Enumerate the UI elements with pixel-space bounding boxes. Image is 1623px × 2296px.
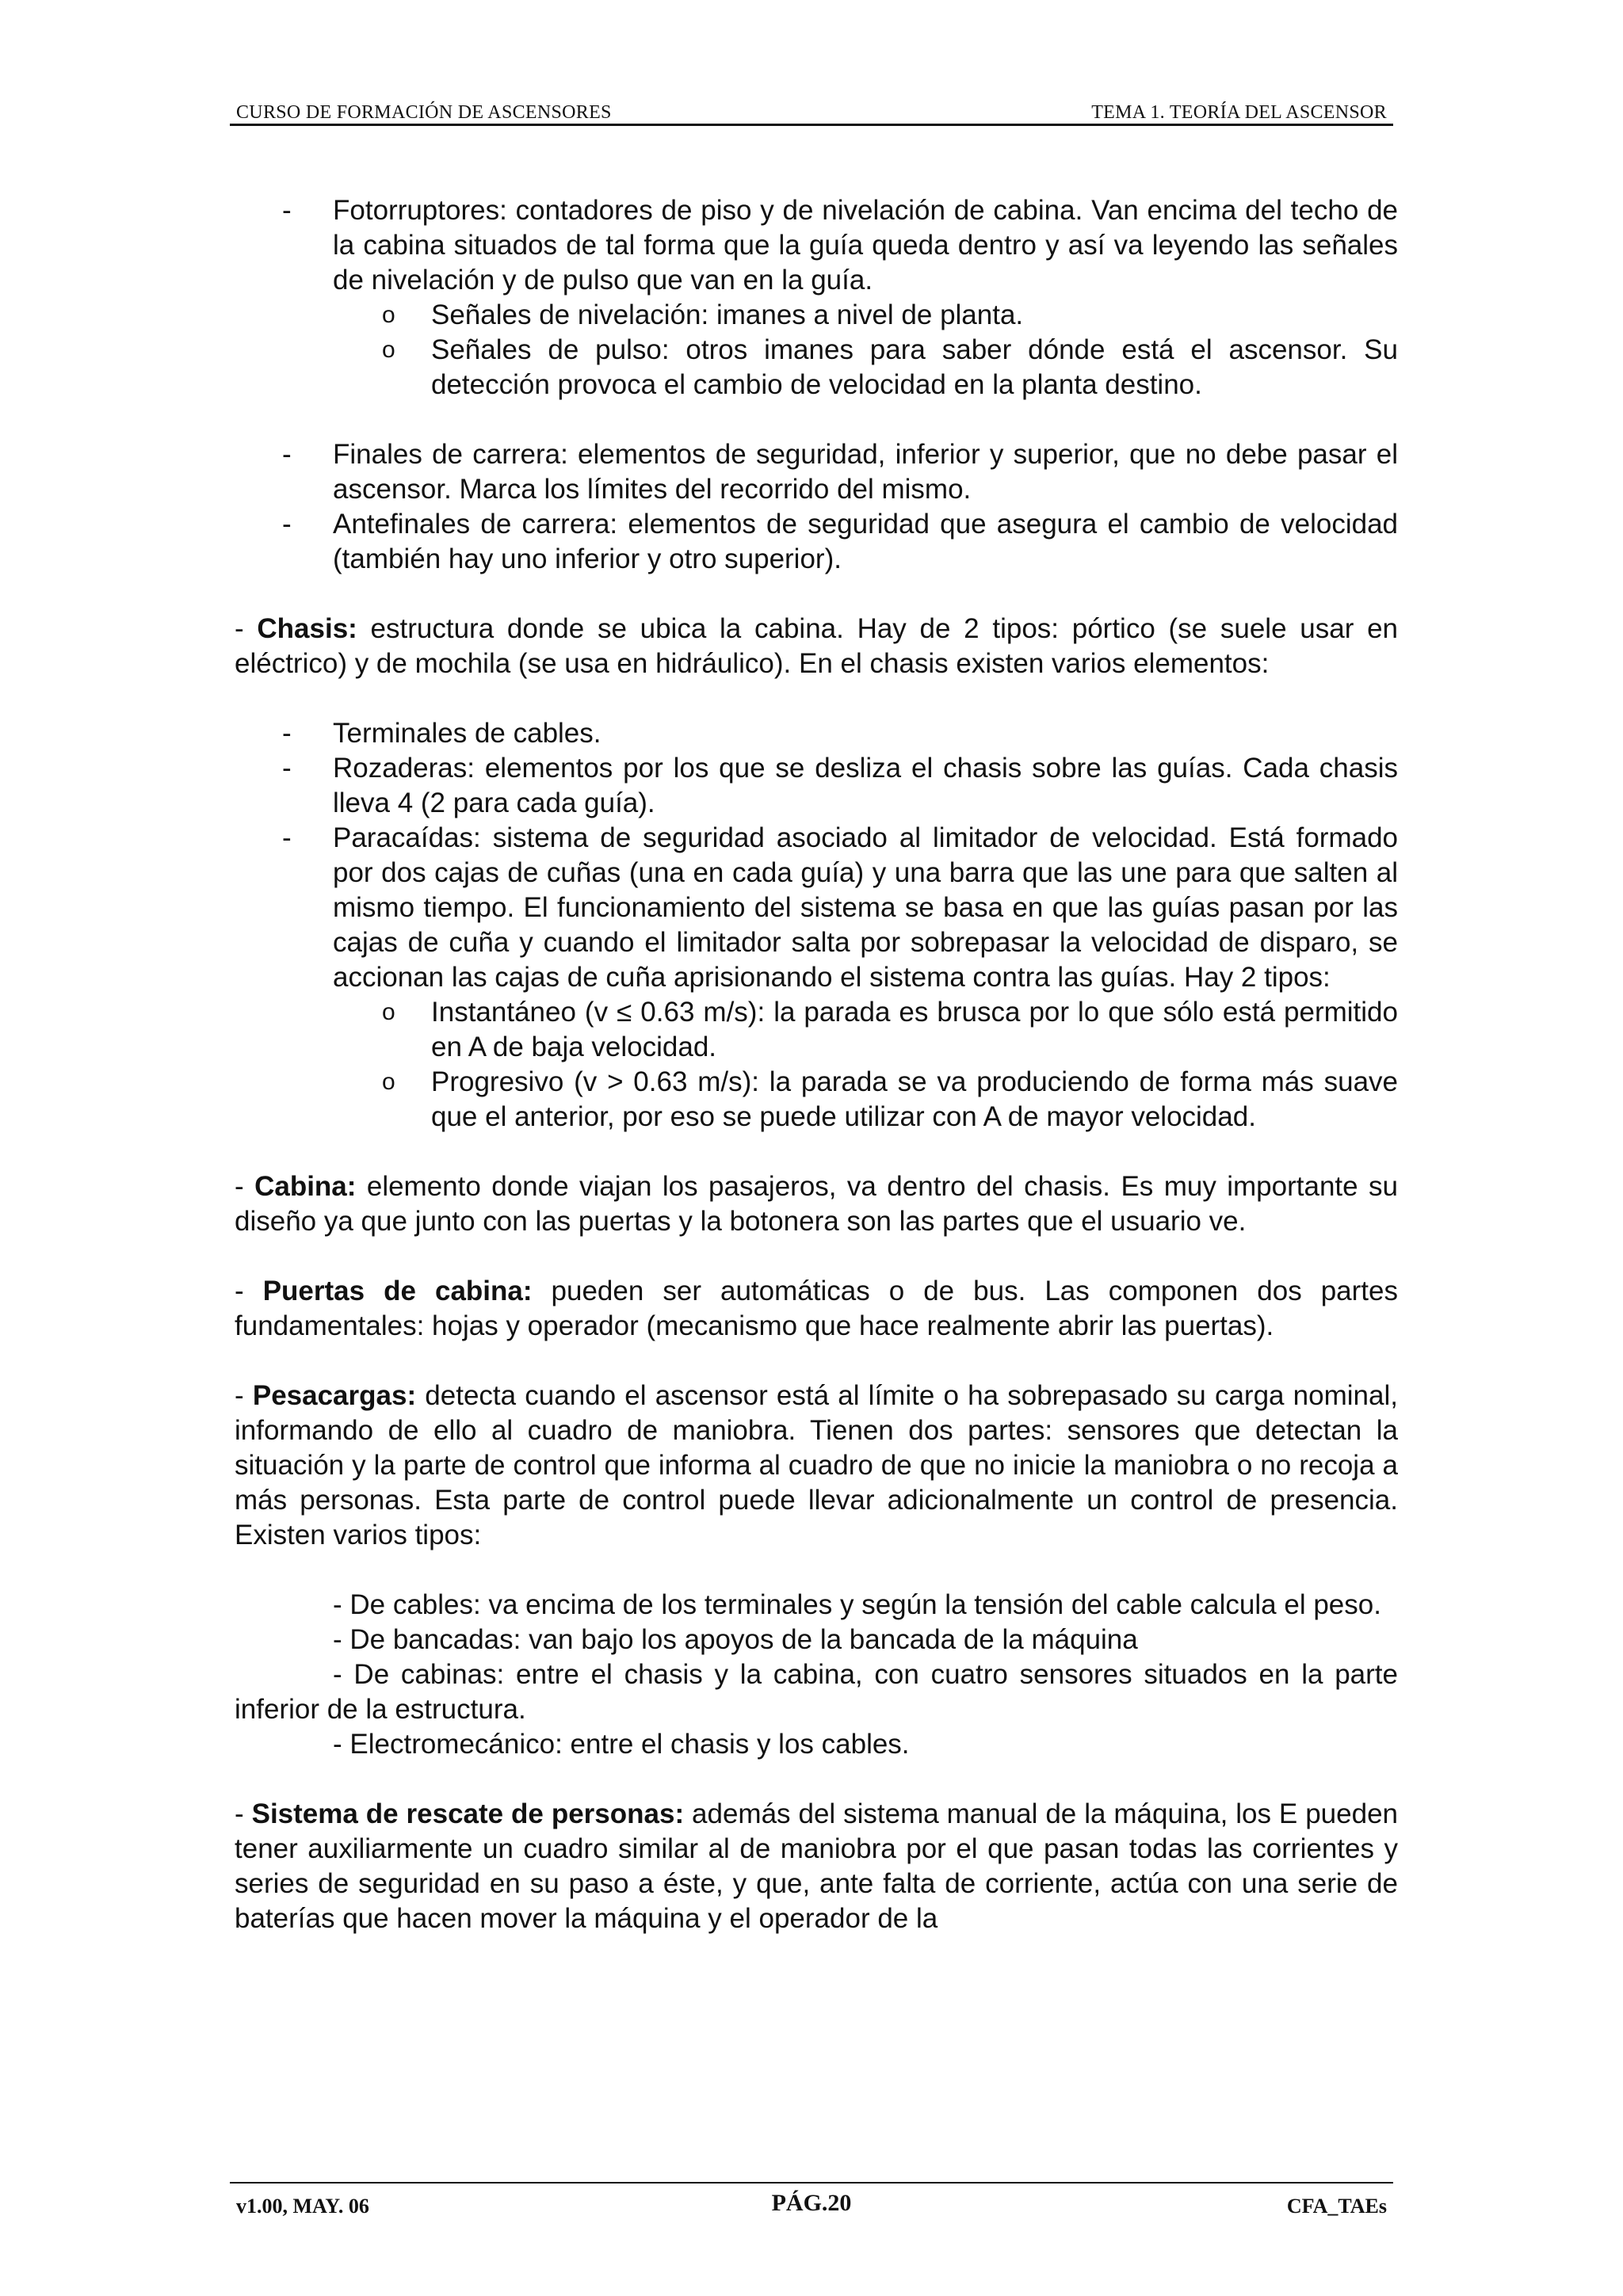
spacer	[235, 1553, 1398, 1588]
footer-rule	[230, 2182, 1393, 2183]
section-title-rescate: Sistema de rescate de personas:	[251, 1798, 685, 1829]
spacer	[235, 681, 1398, 716]
section-text-chasis: estructura donde se ubica la cabina. Hay de 2 tipos: pórtico (se suele usar en eléctrico) y de mochila (se usa en hidráulico). En el chasis existen varios elementos:	[235, 613, 1398, 679]
dash-marker: -	[282, 753, 292, 784]
list-item-rozaderas	[235, 751, 1398, 821]
list-item-text: Paracaídas: sistema de seguridad asociado al limitador de velocidad. Está formado por dos cajas de cuñas (una en cada guía) y una barra que las une para que salten al mismo tiempo. El funcionamiento del sistema se basa en que las guías pasan por las cajas de cuña y cuando el limitador salta por sobrepasar la velocidad de disparo, se accionan las cajas de cuña aprisionando el sistema contra las guías. Hay 2 tipos:	[333, 822, 1398, 993]
dash-marker: -	[282, 822, 292, 853]
spacer	[235, 1762, 1398, 1797]
section-cabina: - Cabina: elemento donde viajan los pasajeros, va dentro del chasis. Es muy importante su diseño ya que junto con las puertas y la botonera son las partes que el usuario ve.	[235, 1171, 1398, 1237]
sublist-item-text: Señales de pulso: otros imanes para saber dónde está el ascensor. Su detección provoca el cambio de velocidad en la planta destino.	[431, 334, 1398, 400]
sublist-item-progresivo	[235, 1065, 1398, 1135]
section-title-cabina: Cabina:	[254, 1171, 357, 1202]
header-rule	[230, 124, 1393, 126]
page-body	[235, 193, 1398, 1936]
pesacargas-type-cables: - De cables: va encima de los terminales y según la tensión del cable calcula el peso.	[333, 1589, 1381, 1620]
pesacargas-type-cabinas: - De cabinas: entre el chasis y la cabina, con cuatro sensores situados en la parte inferior de la estructura.	[235, 1659, 1398, 1725]
spacer	[235, 1239, 1398, 1274]
list-item-antefinales-carrera	[235, 507, 1398, 577]
dash-marker: -	[282, 718, 292, 749]
list-item-text: Rozaderas: elementos por los que se desliza el chasis sobre las guías. Cada chasis lleva 4 (2 para cada guía).	[333, 753, 1398, 818]
footer-page-number: PÁG.20	[771, 2190, 852, 2216]
section-text-pesacargas: detecta cuando el ascensor está al límite o ha sobrepasado su carga nominal, informando de ello al cuadro de maniobra. Tienen dos partes: sensores que detectan la situación y la parte de control que informa al cuadro de que no inicie la maniobra o no recoja a más personas. Esta parte de control puede llevar adicionalmente un control de presencia. Existen varios tipos:	[235, 1380, 1398, 1550]
list-item-finales-carrera	[235, 437, 1398, 507]
list-item-terminales	[235, 716, 1398, 751]
section-chasis: - Chasis: estructura donde se ubica la cabina. Hay de 2 tipos: pórtico (se suele usar en eléctrico) y de mochila (se usa en hidráulico). En el chasis existen varios elementos:	[235, 613, 1398, 679]
section-title-pesacargas: Pesacargas:	[252, 1380, 417, 1411]
section-text-puertas: pueden ser automáticas o de bus. Las componen dos partes fundamentales: hojas y operador (mecanismo que hace realmente abrir las puertas).	[235, 1276, 1398, 1341]
footer-version: v1.00, MAY. 06	[236, 2195, 369, 2218]
circle-marker: o	[382, 999, 395, 1025]
list-item-text: Fotorruptores: contadores de piso y de nivelación de cabina. Van encima del techo de la cabina situados de tal forma que la guía queda dentro y así va leyendo las señales de nivelación y de pulso que van en la guía.	[333, 195, 1398, 296]
circle-marker: o	[382, 302, 395, 328]
sublist-item-text: Señales de nivelación: imanes a nivel de planta.	[431, 299, 1024, 330]
page-header	[230, 98, 1393, 127]
sublist-item-text: Instantáneo (v ≤ 0.63 m/s): la parada es brusca por lo que sólo está permitido en A de baja velocidad.	[431, 997, 1398, 1062]
section-text-cabina: elemento donde viajan los pasajeros, va dentro del chasis. Es muy importante su diseño ya que junto con las puertas y la botonera son las partes que el usuario ve.	[235, 1171, 1398, 1237]
spacer	[235, 577, 1398, 612]
section-title-chasis: Chasis:	[257, 613, 357, 644]
sublist-item-senales-nivelacion	[235, 298, 1398, 333]
header-topic-title: TEMA 1. TEORÍA DEL ASCENSOR	[1091, 102, 1387, 123]
spacer	[235, 402, 1398, 437]
footer-doc-code: CFA_TAEs	[1286, 2195, 1387, 2218]
spacer	[235, 1344, 1398, 1379]
list-item-text: Finales de carrera: elementos de seguridad, inferior y superior, que no debe pasar el ascensor. Marca los límites del recorrido del mismo.	[333, 439, 1398, 505]
section-rescate: - Sistema de rescate de personas: además del sistema manual de la máquina, los E pueden tener auxiliarmente un cuadro similar al de maniobra por el que pasan todas las corrientes y series de seguridad en su paso a éste, y que, ante falta de corriente, actúa con una serie de baterías que hacen mover la máquina y el operador de la	[235, 1798, 1398, 1934]
dash-marker: -	[282, 439, 292, 470]
dash-marker: -	[282, 195, 292, 226]
sublist-item-text: Progresivo (v > 0.63 m/s): la parada se va produciendo de forma más suave que el anterior, por eso se puede utilizar con A de mayor velocidad.	[431, 1066, 1398, 1132]
spacer	[235, 1135, 1398, 1169]
sublist-item-instantaneo	[235, 995, 1398, 1065]
page-footer	[230, 2190, 1393, 2222]
section-pesacargas: - Pesacargas: detecta cuando el ascensor está al límite o ha sobrepasado su carga nominal, informando de ello al cuadro de maniobra. Tienen dos partes: sensores que detectan la situación y la parte de control que informa al cuadro de que no inicie la maniobra o no recoja a más personas. Esta parte de control puede llevar adicionalmente un control de presencia. Existen varios tipos:	[235, 1380, 1398, 1550]
section-title-puertas: Puertas de cabina:	[262, 1276, 533, 1306]
circle-marker: o	[382, 337, 395, 363]
pesacargas-type-electromecanico: - Electromecánico: entre el chasis y los cables.	[333, 1729, 910, 1760]
circle-marker: o	[382, 1069, 395, 1095]
dash-marker: -	[282, 509, 292, 540]
sublist-item-senales-pulso	[235, 333, 1398, 402]
list-item-text: Terminales de cables.	[333, 718, 601, 749]
section-text-rescate: además del sistema manual de la máquina, los E pueden tener auxiliarmente un cuadro similar al de maniobra por el que pasan todas las corrientes y series de seguridad en su paso a éste, y que, ante falta de corriente, actúa con una serie de baterías que hacen mover la máquina y el operador de la	[235, 1798, 1398, 1934]
list-item-fotorruptores	[235, 193, 1398, 298]
list-item-text: Antefinales de carrera: elementos de seguridad que asegura el cambio de velocidad (también hay uno inferior y otro superior).	[333, 509, 1398, 574]
list-item-paracaidas	[235, 821, 1398, 995]
section-puertas-cabina: - Puertas de cabina: pueden ser automáticas o de bus. Las componen dos partes fundamentales: hojas y operador (mecanismo que hace realmente abrir las puertas).	[235, 1276, 1398, 1341]
header-course-title: CURSO DE FORMACIÓN DE ASCENSORES	[236, 102, 612, 123]
pesacargas-type-bancadas: - De bancadas: van bajo los apoyos de la bancada de la máquina	[333, 1624, 1138, 1655]
